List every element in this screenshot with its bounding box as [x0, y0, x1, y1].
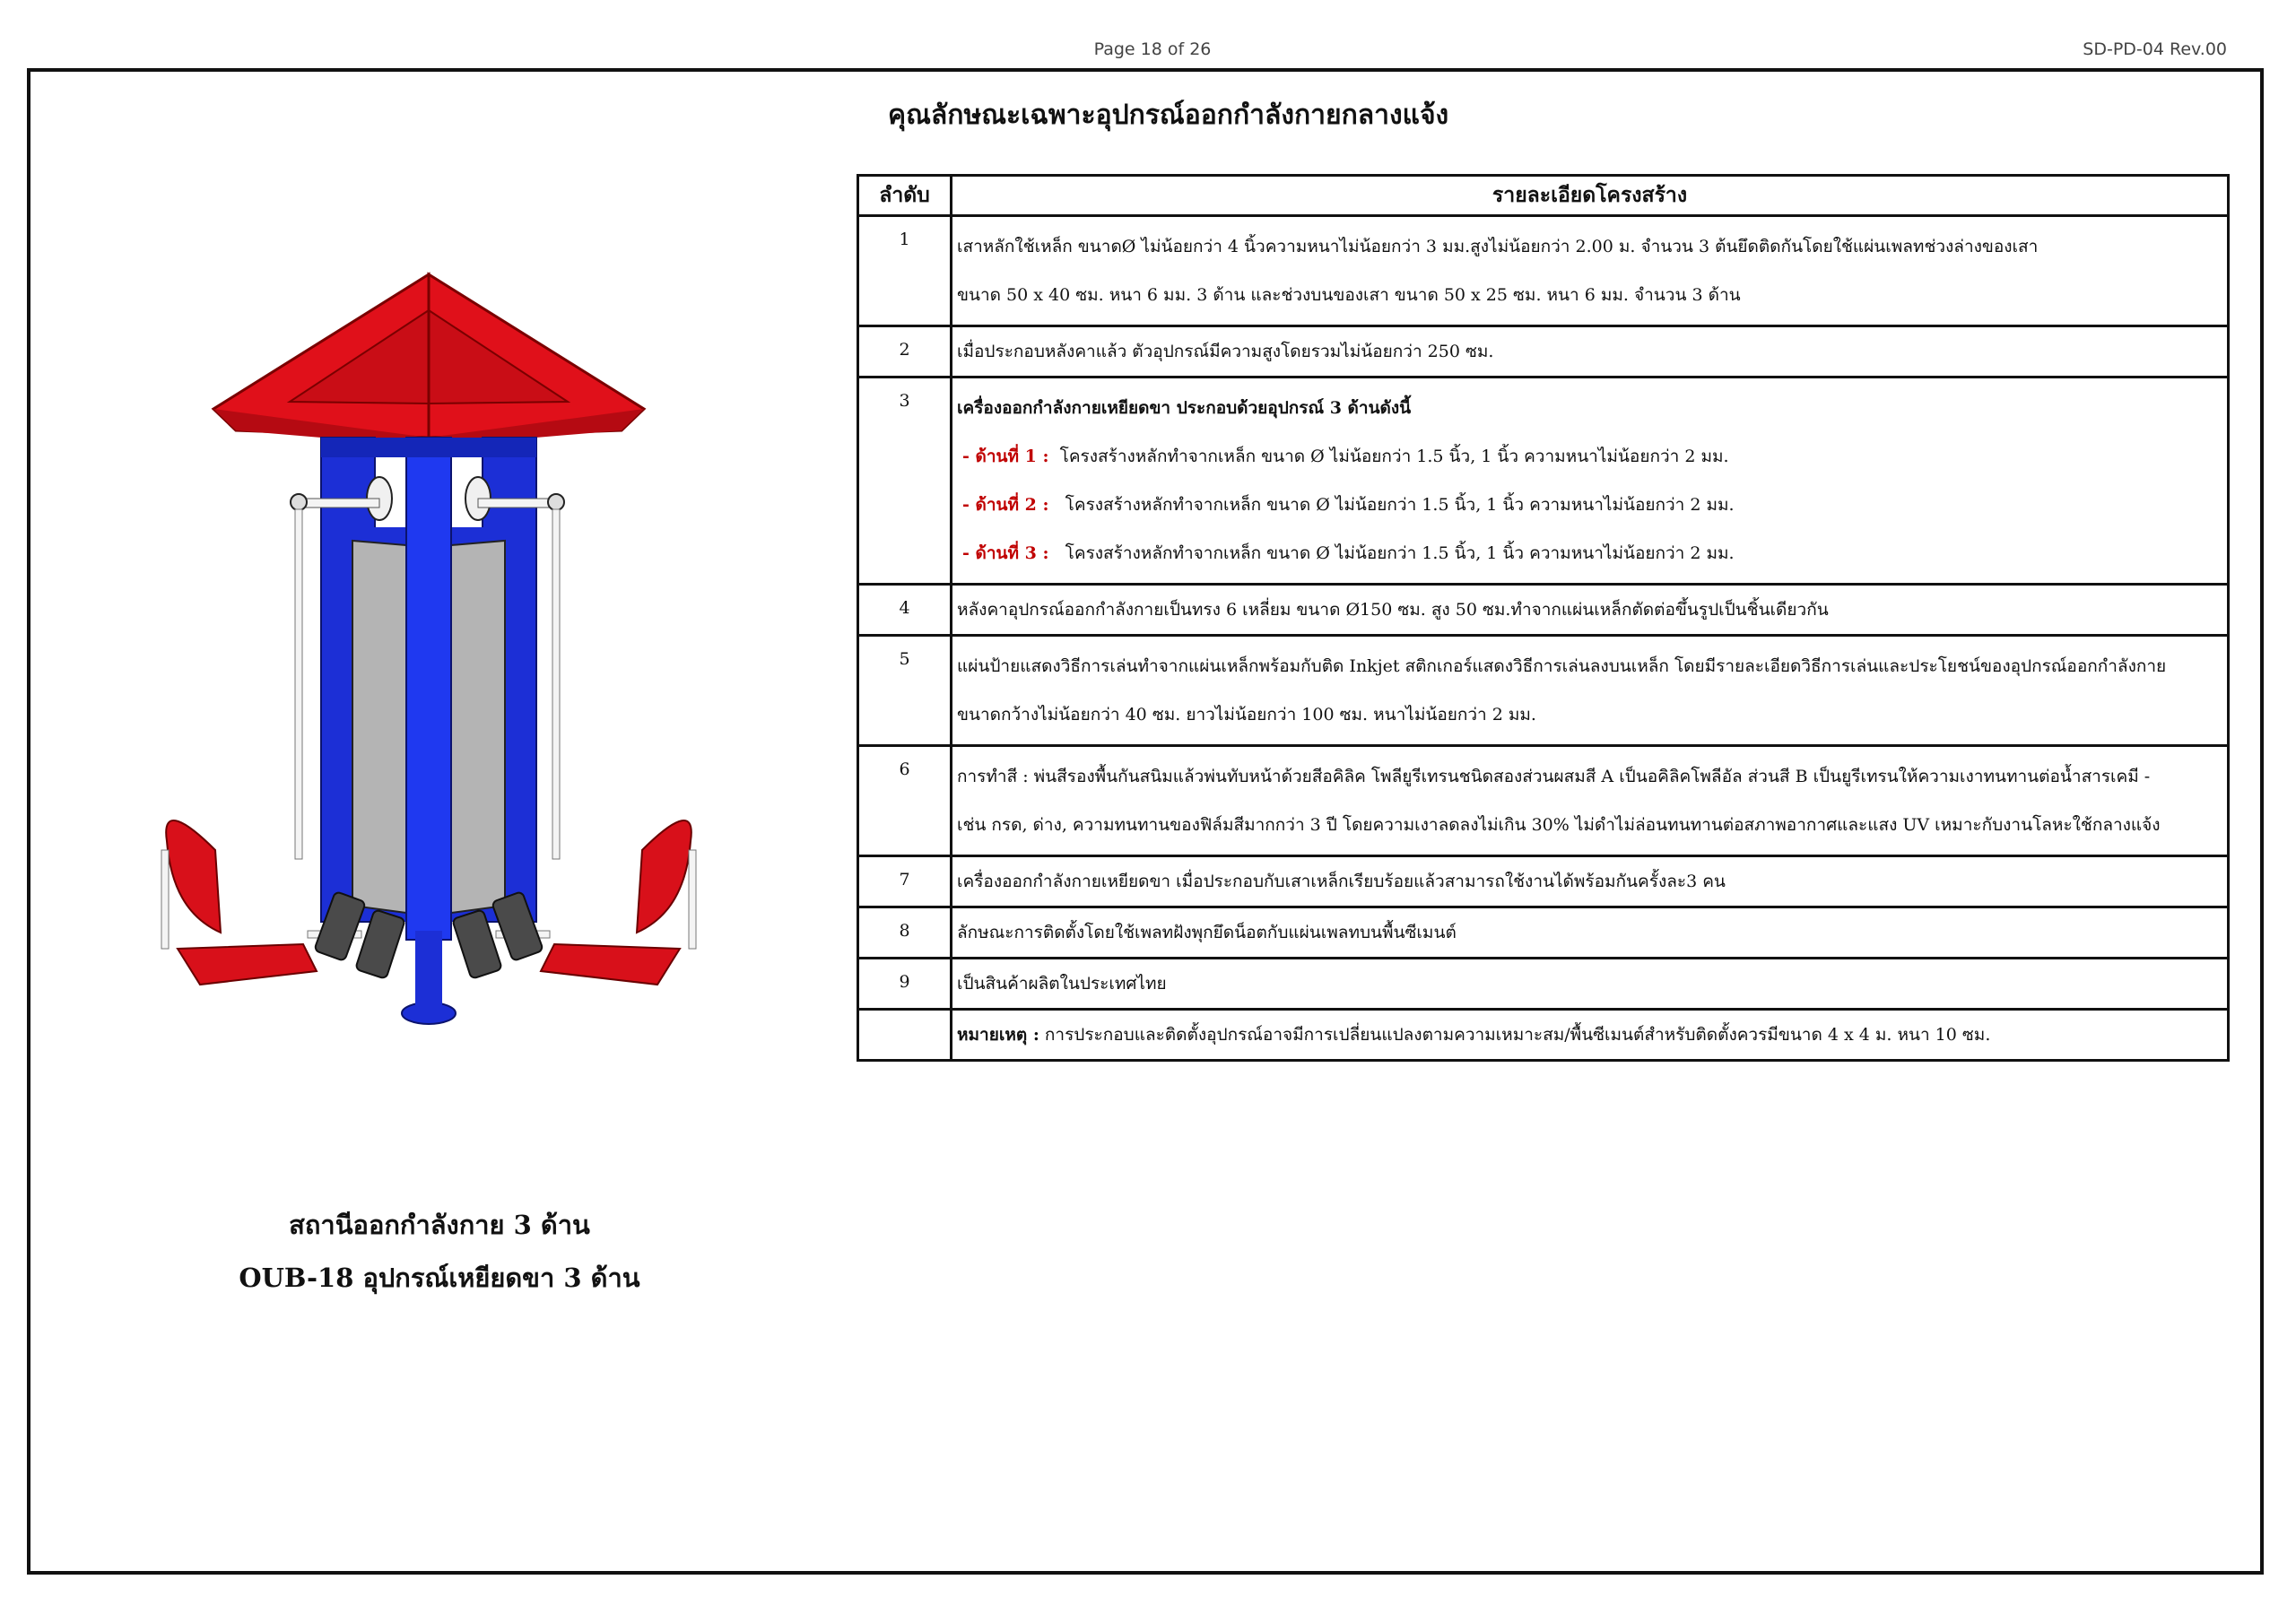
- note-line: [957, 1016, 2222, 1054]
- side-line: [957, 481, 2222, 529]
- page-number: Page 18 of 26: [1093, 39, 1212, 59]
- side-line: [957, 432, 2222, 481]
- row-number: 2: [858, 326, 952, 378]
- table-row: [858, 216, 2229, 326]
- detail-line: เมื่อประกอบหลังคาแล้ว ตัวอุปกรณ์มีความสูงโดยรวมไม่น้อยกว่า 250 ซม.: [957, 342, 1494, 361]
- detail-line: การทำสี : พ่นสีรองพื้นกันสนิมแล้วพ่นทับหน้าด้วยสีอคิลิค โพลียูรีเทรนชนิดสองส่วนผสมสี A เป็นอคิลิคโพลีอัล ส่วนสี B เป็นยูรีเทรนให้ความเงาทนทานต่อน้ำสารเคมี -: [957, 767, 2151, 786]
- document-code: SD-PD-04 Rev.00: [2083, 39, 2227, 59]
- row-details: [952, 1010, 2229, 1061]
- row-number: 5: [858, 636, 952, 746]
- detail-line: หลังคาอุปกรณ์ออกกำลังกายเป็นทรง 6 เหลี่ยม ขนาด Ø150 ซม. สูง 50 ซม.ทำจากแผ่นเหล็กตัดต่อขึ้นรูปเป็นชิ้นเดียวกัน: [957, 600, 1829, 620]
- detail-line: เป็นสินค้าผลิตในประเทศไทย: [957, 974, 1167, 994]
- side-line: [957, 529, 2222, 577]
- detail-line: ขนาดกว้างไม่น้อยกว่า 40 ซม. ยาวไม่น้อยกว่า 100 ซม. หนาไม่น้อยกว่า 2 มม.: [957, 705, 1536, 725]
- caption-station: สถานีออกกำลังกาย 3 ด้าน: [289, 1210, 590, 1240]
- row-details: [952, 907, 2229, 959]
- note-text: การประกอบและติดตั้งอุปกรณ์อาจมีการเปลี่ยนแปลงตามความเหมาะสม/พื้นซีเมนต์สำหรับติดตั้งควรมีขนาด 4 x 4 ม. หนา 10 ซม.: [1044, 1025, 1991, 1045]
- row-details: [952, 636, 2229, 746]
- detail-line: แผ่นป้ายแสดงวิธีการเล่นทำจากแผ่นเหล็กพร้อมกับติด Inkjet สติกเกอร์แสดงวิธีการเล่นลงบนเหล็ก โดยมีรายละเอียดวิธีการเล่นและประโยชน์ของอุปกรณ์ออกกำลังกาย: [957, 656, 2167, 676]
- detail-line: เสาหลักใช้เหล็ก ขนาดØ ไม่น้อยกว่า 4 นิ้วความหนาไม่น้อยกว่า 3 มม.สูงไม่น้อยกว่า 2.00 ม. จำนวน 3 ต้นยึดติดกันโดยใช้แผ่นเพลทช่วงล่างของเสา: [957, 237, 2039, 256]
- row-number: 3: [858, 378, 952, 585]
- note-label: หมายเหตุ :: [957, 1025, 1039, 1045]
- row-details: [952, 216, 2229, 326]
- row-details: [952, 585, 2229, 636]
- detail-line: เครื่องออกกำลังกายเหยียดขา เมื่อประกอบกับเสาเหล็กเรียบร้อยแล้วสามารถใช้งานได้พร้อมกันครั้งละ3 คน: [957, 872, 1726, 891]
- row-number: 6: [858, 746, 952, 856]
- table-row: [858, 636, 2229, 746]
- row-details: [952, 959, 2229, 1010]
- page-title: คุณลักษณะเฉพาะอุปกรณ์ออกกำลังกายกลางแจ้ง: [888, 100, 1449, 131]
- row-details: [952, 746, 2229, 856]
- table-row: [858, 959, 2229, 1010]
- side-label: - ด้านที่ 2 :: [962, 495, 1049, 515]
- table-header-row: [858, 176, 2229, 216]
- table-row: [858, 585, 2229, 636]
- side-label: - ด้านที่ 1 :: [962, 447, 1049, 466]
- header-details: รายละเอียดโครงสร้าง: [952, 176, 2229, 216]
- table-row: [858, 326, 2229, 378]
- table-row: [858, 746, 2229, 856]
- table-row: [858, 856, 2229, 907]
- roof-icon: [213, 274, 644, 447]
- equipment-illustration: [151, 267, 725, 1056]
- caption-model: OUB-18 อุปกรณ์เหยียดขา 3 ด้าน: [239, 1263, 640, 1293]
- table-row-note: [858, 1010, 2229, 1061]
- side-label: - ด้านที่ 3 :: [962, 543, 1049, 563]
- detail-line: เครื่องออกกำลังกายเหยียดขา ประกอบด้วยอุปกรณ์ 3 ด้านดังนี้: [957, 398, 1412, 418]
- side-text: โครงสร้างหลักทำจากเหล็ก ขนาด Ø ไม่น้อยกว่า 1.5 นิ้ว, 1 นิ้ว ความหนาไม่น้อยกว่า 2 มม.: [1065, 495, 1735, 515]
- table-row: [858, 378, 2229, 585]
- row-details: [952, 378, 2229, 585]
- side-text: โครงสร้างหลักทำจากเหล็ก ขนาด Ø ไม่น้อยกว่า 1.5 นิ้ว, 1 นิ้ว ความหนาไม่น้อยกว่า 2 มม.: [1059, 447, 1729, 466]
- row-number: [858, 1010, 952, 1061]
- table-row: [858, 907, 2229, 959]
- detail-line: เช่น กรด, ด่าง, ความทนทานของฟิล์มสีมากกว่า 3 ปี โดยความเงาลดลงไม่เกิน 30% ไม่ดำไม่ล่อนทนทานต่อสภาพอากาศและแสง UV เหมาะกับงานโลหะใช้กลางแจ้ง: [957, 815, 2161, 835]
- row-details: [952, 326, 2229, 378]
- detail-line: ลักษณะการติดตั้งโดยใช้เพลทฝังพุกยึดน็อตกับแผ่นเพลทบนพื้นซีเมนต์: [957, 923, 1457, 942]
- row-number: 7: [858, 856, 952, 907]
- row-number: 4: [858, 585, 952, 636]
- row-number: 9: [858, 959, 952, 1010]
- side-text: โครงสร้างหลักทำจากเหล็ก ขนาด Ø ไม่น้อยกว่า 1.5 นิ้ว, 1 นิ้ว ความหนาไม่น้อยกว่า 2 มม.: [1065, 543, 1735, 563]
- header-no: ลำดับ: [858, 176, 952, 216]
- row-details: [952, 856, 2229, 907]
- row-number: 8: [858, 907, 952, 959]
- detail-line: ขนาด 50 x 40 ซม. หนา 6 มม. 3 ด้าน และช่วงบนของเสา ขนาด 50 x 25 ซม. หนา 6 มม. จำนวน 3 ด้าน: [957, 285, 1741, 305]
- row-number: 1: [858, 216, 952, 326]
- spec-table: [857, 174, 2230, 1062]
